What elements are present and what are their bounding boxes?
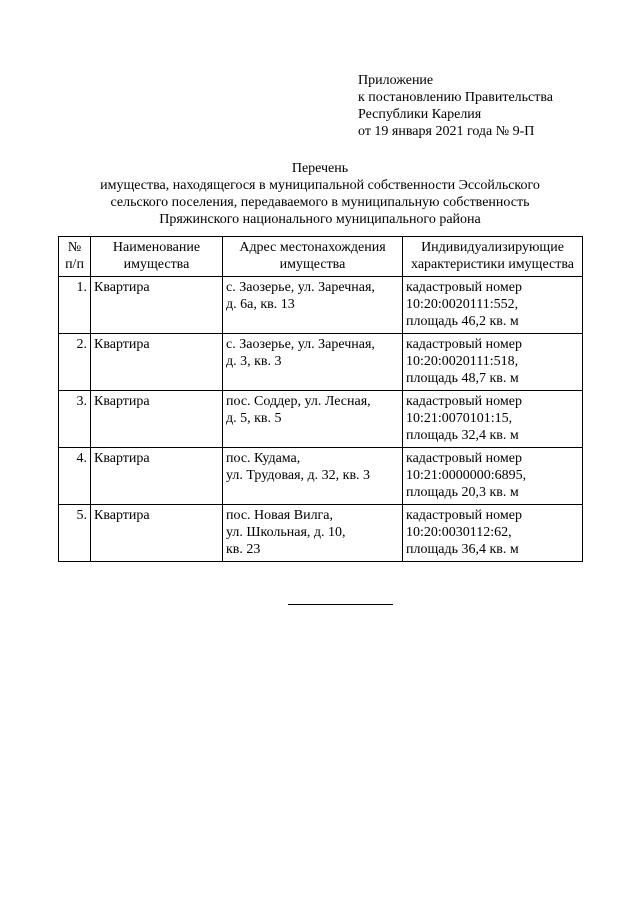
details-line: 10:20:0020111:518, (406, 354, 519, 369)
details-line: 10:21:0000000:6895, (406, 468, 527, 483)
details-line: кадастровый номер (406, 394, 522, 409)
address-line: д. 5, кв. 5 (226, 411, 282, 426)
table-row (59, 391, 583, 448)
address-line: ул. Трудовая, д. 32, кв. 3 (226, 468, 371, 483)
row-address (223, 505, 403, 562)
row-address (223, 334, 403, 391)
appendix-line: от 19 января 2021 года № 9-П (358, 124, 535, 139)
details-line: кадастровый номер (406, 337, 522, 352)
table-row (59, 334, 583, 391)
row-details (403, 277, 583, 334)
row-number: 4. (59, 448, 91, 505)
property-table (58, 236, 583, 562)
row-address (223, 277, 403, 334)
table-row (59, 505, 583, 562)
row-details (403, 505, 583, 562)
header-name: Наименование имущества (91, 237, 223, 277)
row-name: Квартира (91, 505, 223, 562)
address-line: д. 3, кв. 3 (226, 354, 282, 369)
address-line: д. 6а, кв. 13 (226, 297, 295, 312)
details-line: площадь 20,3 кв. м (406, 485, 519, 500)
row-name: Квартира (91, 277, 223, 334)
document-heading (0, 160, 640, 228)
appendix-line: Приложение (358, 73, 434, 88)
details-line: площадь 32,4 кв. м (406, 428, 519, 443)
row-address (223, 448, 403, 505)
row-number: 2. (59, 334, 91, 391)
row-name: Квартира (91, 334, 223, 391)
row-number: 5. (59, 505, 91, 562)
address-line: с. Заозерье, ул. Заречная, (226, 280, 375, 295)
header-address: Адрес местонахождения имущества (223, 237, 403, 277)
address-line: пос. Новая Вилга, (226, 508, 334, 523)
address-line: ул. Школьная, д. 10, (226, 525, 346, 540)
details-line: кадастровый номер (406, 280, 522, 295)
details-line: кадастровый номер (406, 451, 522, 466)
row-name: Квартира (91, 448, 223, 505)
details-line: 10:20:0020111:552, (406, 297, 519, 312)
header-details: Индивидуализирующие характеристики имущества (403, 237, 583, 277)
address-line: пос. Кудама, (226, 451, 301, 466)
details-line: кадастровый номер (406, 508, 522, 523)
row-details (403, 334, 583, 391)
row-details (403, 391, 583, 448)
row-address (223, 391, 403, 448)
row-details (403, 448, 583, 505)
heading-title: Перечень (291, 161, 349, 176)
heading-line: имущества, находящегося в муниципальной собственности Эссойльского (100, 178, 540, 193)
table-body (59, 277, 583, 562)
table-row (59, 448, 583, 505)
table-header-row (59, 237, 583, 277)
table-row (59, 277, 583, 334)
appendix-line: к постановлению Правительства (358, 90, 554, 105)
heading-line: сельского поселения, передаваемого в муниципальную собственность (110, 195, 530, 210)
details-line: площадь 48,7 кв. м (406, 371, 519, 386)
row-number: 3. (59, 391, 91, 448)
details-line: площадь 36,4 кв. м (406, 542, 519, 557)
details-line: площадь 46,2 кв. м (406, 314, 519, 329)
details-line: 10:21:0070101:15, (406, 411, 513, 426)
appendix-block (358, 72, 628, 140)
address-line: кв. 23 (226, 542, 261, 557)
address-line: пос. Соддер, ул. Лесная, (226, 394, 371, 409)
row-name: Квартира (91, 391, 223, 448)
row-number: 1. (59, 277, 91, 334)
address-line: с. Заозерье, ул. Заречная, (226, 337, 375, 352)
header-number: № п/п (59, 237, 91, 277)
details-line: 10:20:0030112:62, (406, 525, 512, 540)
heading-line: Пряжинского национального муниципального района (159, 212, 481, 227)
separator-line (288, 604, 393, 605)
appendix-line: Республики Карелия (358, 107, 482, 122)
